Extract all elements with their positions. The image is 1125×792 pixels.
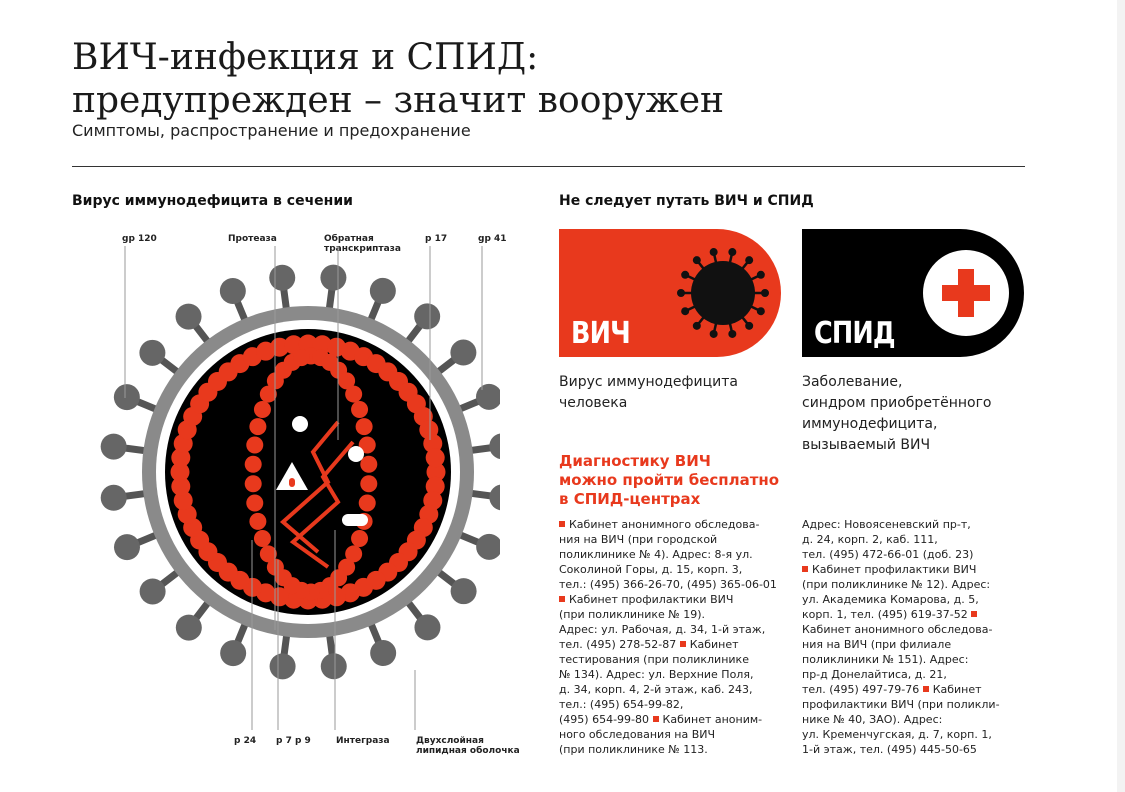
capsid-protein-p24 bbox=[260, 545, 277, 562]
right-edge-bar bbox=[1117, 0, 1125, 792]
glycoprotein-knob bbox=[476, 384, 500, 410]
address-line: № 134). Адрес: ул. Верхние Поля, bbox=[559, 668, 754, 681]
address-line: Адрес: ул. Рабочая, д. 34, 1-й этаж, bbox=[559, 623, 766, 636]
capsid-protein-p24 bbox=[249, 418, 266, 435]
addresses-column-2 bbox=[802, 517, 1032, 757]
capsid-protein-p24 bbox=[351, 530, 368, 547]
glycoprotein-knob bbox=[220, 640, 246, 666]
compare-section-heading: Не следует путать ВИЧ и СПИД bbox=[559, 193, 814, 209]
virus-body bbox=[691, 261, 755, 325]
spike-knob bbox=[681, 307, 689, 315]
page-subtitle: Симптомы, распространение и предохранение bbox=[72, 121, 471, 140]
address-line: пр-д Донелайтиса, д. 21, bbox=[802, 668, 947, 681]
virus-particle-icon bbox=[671, 241, 775, 345]
label-integrase: Интегразa bbox=[336, 736, 390, 746]
address-line: (при поликлинике № 12). Адрес: bbox=[802, 578, 991, 591]
address-line: Кабинет анонимного обследова- bbox=[802, 623, 993, 636]
address-line: Кабинет анонимного обследова- bbox=[559, 517, 789, 532]
glycoprotein-knob bbox=[476, 534, 500, 560]
glycoprotein-knob bbox=[370, 640, 396, 666]
spike-knob bbox=[710, 248, 718, 256]
address-line: тел. (495) 472-66-01 (доб. 23) bbox=[802, 548, 974, 561]
glycoprotein-knob bbox=[101, 485, 127, 511]
glycoprotein-knob bbox=[269, 265, 295, 291]
capsid-protein-p24 bbox=[245, 475, 262, 492]
bullet-square-icon bbox=[653, 716, 659, 722]
glycoprotein-knob bbox=[176, 615, 202, 641]
spike-knob bbox=[745, 322, 753, 330]
virus-section-heading: Вирус иммунодефицита в сечении bbox=[72, 193, 353, 209]
glycoprotein-knob bbox=[220, 278, 246, 304]
bullet-square-icon bbox=[971, 611, 977, 617]
address-line: ул. Кременчугская, д. 7, корп. 1, bbox=[802, 728, 992, 741]
enzyme-triangle-core bbox=[289, 478, 295, 487]
glycoprotein-knob bbox=[320, 265, 346, 291]
capsid-protein-p24 bbox=[359, 494, 376, 511]
glycoprotein-knob bbox=[489, 484, 500, 510]
hiv-card-word: ВИЧ bbox=[571, 316, 630, 351]
label-gp41: gp 41 bbox=[478, 234, 507, 244]
glycoprotein-knob bbox=[139, 340, 165, 366]
label-protease: Протеаза bbox=[228, 234, 277, 244]
capsid-protein-p24 bbox=[246, 437, 263, 454]
aids-card-word: СПИД bbox=[814, 316, 895, 351]
address-line: 1-й этаж, тел. (495) 445-50-65 bbox=[802, 743, 977, 756]
capsid-protein-p24 bbox=[245, 456, 262, 473]
address-line: поликлинике № 4). Адрес: 8-я ул. bbox=[559, 548, 753, 561]
spike-knob bbox=[693, 322, 701, 330]
label-gp120: gp 120 bbox=[122, 234, 157, 244]
glycoprotein-knob bbox=[450, 340, 476, 366]
spike-knob bbox=[681, 271, 689, 279]
address-line: Адрес: Новоясеневский пр-т, bbox=[802, 518, 971, 531]
address-line: ул. Академика Комарова, д. 5, bbox=[802, 593, 979, 606]
label-p24: p 24 bbox=[234, 736, 257, 746]
capsid-protein-p24 bbox=[293, 349, 310, 366]
label-p17: p 17 bbox=[425, 234, 448, 244]
spike-knob bbox=[728, 248, 736, 256]
address-line: ния на ВИЧ (при городской bbox=[559, 533, 718, 546]
glycoprotein-knob bbox=[140, 578, 166, 604]
capsid-protein-p24 bbox=[345, 386, 362, 403]
address-line: тел. (495) 278-52-87 Кабинет bbox=[559, 638, 739, 651]
capsid-protein-p24 bbox=[360, 456, 377, 473]
address-line: тестирования (при поликлинике bbox=[559, 653, 749, 666]
spike-knob bbox=[728, 330, 736, 338]
bullet-square-icon bbox=[923, 686, 929, 692]
address-line: Кабинет профилактики ВИЧ bbox=[559, 592, 789, 607]
glycoprotein-knob bbox=[370, 278, 396, 304]
address-line: тел.: (495) 654-99-82, bbox=[559, 698, 684, 711]
label-p7-p9: p 7 p 9 bbox=[276, 736, 311, 746]
glycoprotein-knob bbox=[114, 384, 140, 410]
spike-knob bbox=[757, 307, 765, 315]
medical-cross-icon bbox=[914, 241, 1018, 345]
label-lipid-membrane: Двухслойная липидная оболочка bbox=[416, 736, 520, 756]
address-line: нике № 40, ЗАО). Адрес: bbox=[802, 713, 943, 726]
glycoprotein-knob bbox=[321, 653, 347, 679]
bullet-square-icon bbox=[680, 641, 686, 647]
glycoprotein-knob bbox=[414, 614, 440, 640]
glycoprotein-knob bbox=[451, 578, 477, 604]
header-divider bbox=[72, 166, 1025, 167]
label-reverse-transcriptase: Обратная транскриптаза bbox=[324, 234, 401, 254]
capsid-protein-p24 bbox=[360, 475, 377, 492]
capsid-protein-p24 bbox=[356, 418, 373, 435]
glycoprotein-knob bbox=[114, 534, 140, 560]
glycoprotein-knob bbox=[414, 303, 440, 329]
glycoprotein-knob bbox=[489, 433, 500, 459]
address-line: (495) 654-99-80 Кабинет аноним- bbox=[559, 713, 763, 726]
glycoprotein-knob bbox=[270, 653, 296, 679]
reverse-transcriptase-enzyme bbox=[348, 446, 364, 462]
addresses-column-1 bbox=[559, 517, 789, 757]
spike-knob bbox=[745, 256, 753, 264]
spike-knob bbox=[693, 256, 701, 264]
integrase-enzyme bbox=[342, 514, 368, 526]
aids-caption: Заболевание, синдром приобретённого иммунодефицита, вызываемый ВИЧ bbox=[802, 374, 992, 453]
page-title: ВИЧ-инфекция и СПИД: предупрежден – значит вооружен bbox=[72, 37, 725, 121]
bullet-square-icon bbox=[802, 566, 808, 572]
hiv-card bbox=[559, 229, 781, 357]
spike-knob bbox=[710, 330, 718, 338]
spike-knob bbox=[757, 271, 765, 279]
address-line: д. 24, корп. 2, каб. 111, bbox=[802, 533, 938, 546]
spike-knob bbox=[677, 289, 685, 297]
address-line: тел. (495) 497-79-76 Кабинет bbox=[802, 683, 982, 696]
bullet-square-icon bbox=[559, 521, 565, 527]
capsid-protein-p24 bbox=[351, 401, 368, 418]
address-line: (при поликлинике № 113. bbox=[559, 743, 708, 756]
hiv-caption: Вирус иммунодефицита человека bbox=[559, 374, 738, 411]
address-line: корп. 1, тел. (495) 619-37-52 bbox=[802, 607, 1032, 622]
virus-cross-section-diagram bbox=[70, 240, 500, 740]
address-line: (при поликлинике № 19). bbox=[559, 608, 706, 621]
address-line: тел.: (495) 366-26-70, (495) 365-06-01 bbox=[559, 578, 777, 591]
address-line: Кабинет профилактики ВИЧ bbox=[802, 562, 1032, 577]
address-line: ния на ВИЧ (при филиале bbox=[802, 638, 952, 651]
aids-card bbox=[802, 229, 1024, 357]
capsid-protein-p24 bbox=[254, 530, 271, 547]
spike-knob bbox=[761, 289, 769, 297]
glycoprotein-knob bbox=[176, 304, 202, 330]
capsid-protein-p24 bbox=[246, 494, 263, 511]
glycoprotein-knob bbox=[101, 434, 127, 460]
protease-enzyme bbox=[292, 416, 308, 432]
address-line: д. 34, корп. 4, 2-й этаж, каб. 243, bbox=[559, 683, 753, 696]
address-line: ного обследования на ВИЧ bbox=[559, 728, 716, 741]
address-line: профилактики ВИЧ (при поликли- bbox=[802, 698, 1000, 711]
address-line: Соколиной Горы, д. 15, корп. 3, bbox=[559, 563, 743, 576]
capsid-protein-p24 bbox=[249, 513, 266, 530]
diagnostics-title: Диагностику ВИЧ можно пройти бесплатно в СПИД-центрах bbox=[559, 452, 780, 508]
matrix-protein-p17 bbox=[426, 448, 445, 467]
bullet-square-icon bbox=[559, 596, 565, 602]
capsid-protein-p24 bbox=[254, 401, 271, 418]
address-line: поликлиники № 151). Адрес: bbox=[802, 653, 969, 666]
